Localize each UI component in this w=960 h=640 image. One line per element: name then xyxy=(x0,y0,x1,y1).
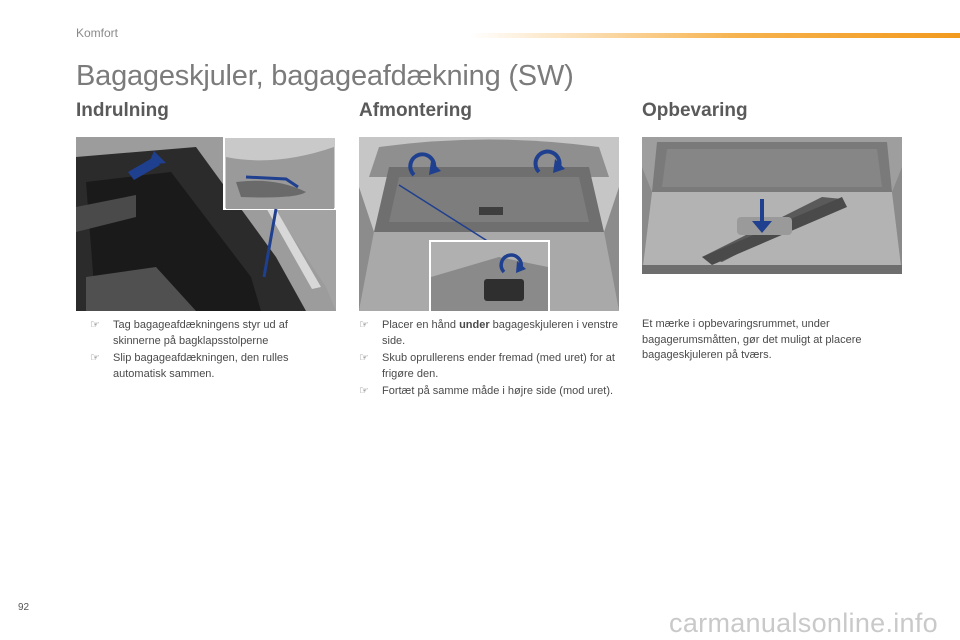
heading-opbevaring: Opbevaring xyxy=(642,100,748,121)
opbevaring-paragraph: Et mærke i opbevaringsrummet, under bagagerumsmåtten, gør det muligt at placere bagageskjuleren på tværs. xyxy=(642,318,862,361)
heading-indrulning: Indrulning xyxy=(76,100,169,121)
step-text: Skub oprullerens ender fremad (med uret) for at frigøre den. xyxy=(382,352,615,380)
page-title: Bagageskjuler, bagageafdækning (SW) xyxy=(76,60,574,92)
header-accent-bar xyxy=(470,33,960,38)
section-label: Komfort xyxy=(76,26,119,40)
figure-indrulning xyxy=(76,137,336,311)
hand-pointer-icon: ☞ xyxy=(359,385,369,397)
steps-afmontering xyxy=(359,318,619,402)
step-text: bagageskjuleren i venstre side. xyxy=(382,319,619,347)
step-text: Slip bagageafdækningen, den rulles automatisk sammen. xyxy=(113,352,289,380)
step-item xyxy=(90,318,335,349)
step-text: Tag bagageafdækningens styr ud af skinnerne på bagklapsstolperne xyxy=(113,319,288,347)
hand-pointer-icon: ☞ xyxy=(359,352,369,364)
step-text: Placer en hånd xyxy=(382,319,460,331)
hand-pointer-icon: ☞ xyxy=(90,352,100,364)
step-item xyxy=(359,318,619,349)
step-item xyxy=(90,351,335,382)
step-item xyxy=(359,384,619,400)
heading-afmontering: Afmontering xyxy=(359,100,472,121)
hand-pointer-icon: ☞ xyxy=(359,319,369,331)
figure-opbevaring xyxy=(642,137,902,274)
watermark: carmanualsonline.info xyxy=(669,608,938,638)
hand-pointer-icon: ☞ xyxy=(90,319,100,331)
step-text: Fortæt på samme måde i højre side (mod uret). xyxy=(382,385,614,397)
steps-indrulning xyxy=(90,318,335,384)
step-item xyxy=(359,351,619,382)
page-number: 92 xyxy=(18,602,30,613)
step-emphasis: under xyxy=(459,319,490,331)
figure-afmontering xyxy=(359,137,619,311)
